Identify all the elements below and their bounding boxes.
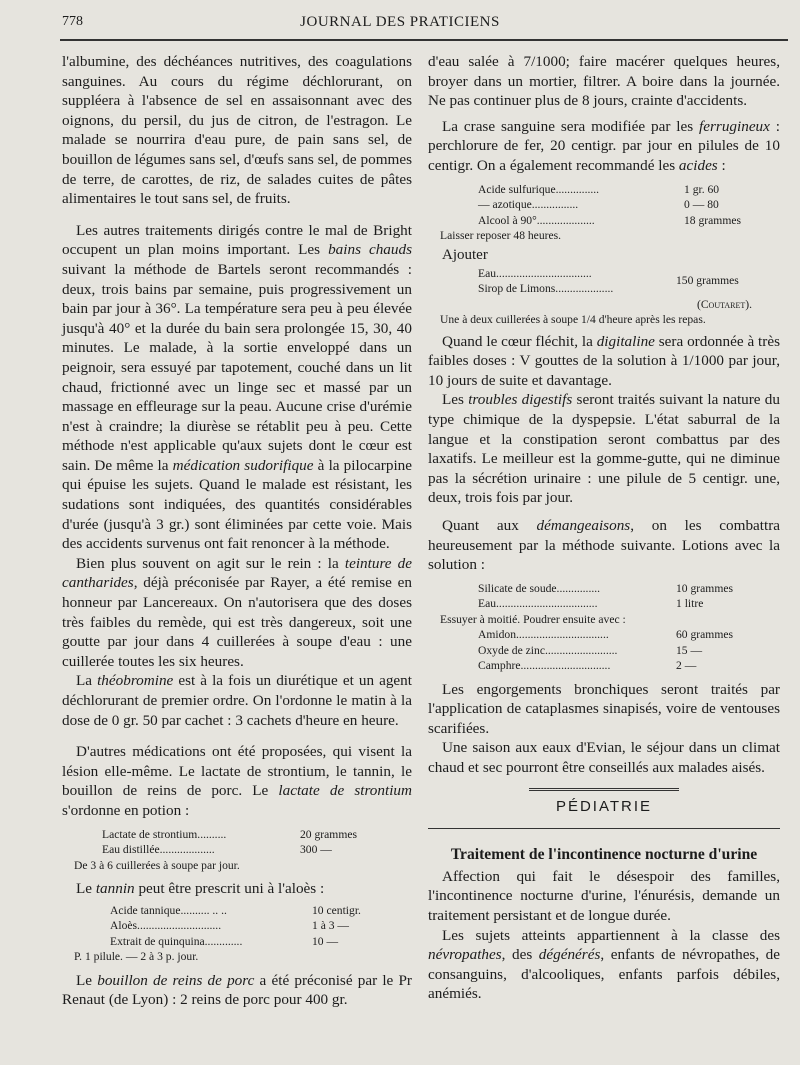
paragraph: Une saison aux eaux d'Evian, le séjour dans un climat chaud et sec pourront être conseillés aux malades aisés. (428, 739, 780, 777)
paragraph: Bien plus souvent on agit sur le rein : la teinture de cantharides, déjà préconisée par Rayer, a été remise en honneur par Lancereaux. On n'autorisera que des doses très faibles du remède, qui est très dangereux, soit une goutte par jour dans 4 cuillerées à soupe d'eau : une cuillerée toutes les six heures. (62, 554, 413, 670)
prescription-note: De 3 à 6 cuillerées à soupe par jour. (74, 858, 240, 872)
paragraph: Les sujets atteints appartiennent à la classe des névropathes, des dégénérés, enfants de névropathes, de consanguins, d'alcooliques, enfants parfois débiles, anémiés. (428, 926, 781, 1003)
prescription-note: P. 1 pilule. — 2 à 3 p. jour. (74, 950, 199, 964)
prescription-row: Eau................................... 1 litre (478, 597, 704, 611)
paragraph: Les troubles digestifs seront traités suivant la nature du type chimique de la dyspepsie. L'état saburral de la langue et la constipation seront combattus par des laxatifs. Le meilleur est la gomme-gutte, qui ne diminue pas la sécrétion urinaire : une pilule de 5 centigr. une, deux, trois fois par jour. (428, 391, 780, 507)
prescription-row: Extrait de quinquina............. 10 — (110, 934, 339, 948)
prescription-row: Alcool à 90°.................... 18 grammes (478, 213, 741, 227)
page-number: 778 (62, 14, 83, 29)
paragraph: La crase sanguine sera modifiée par les ferrugineux : perchlorure de fer, 20 centigr. par jour en pilules de 10 centigr. On a également recommandé les acides : (428, 117, 780, 174)
left-column (62, 52, 412, 1010)
prescription-row: Aloès............................. 1 à 3 — (110, 919, 350, 933)
prescription-powder (478, 627, 733, 674)
prescription-limons (478, 266, 739, 297)
prescription-author: (Coutaret). (696, 297, 752, 311)
page-header (0, 8, 800, 38)
paragraph: l'albumine, des déchéances nutritives, des coagulations sanguines. Au cours du régime déchlorurant, on suppléera à l'absence de sel en assaisonnant avec des oignons, du persil, du jus de citron, de l'estragon. Le malade se nourrira d'eau pure, de pain sans sel, de bouillon de légumes sans sel, d'œufs sans sel, de pommes de terre, de carottes, de riz, de salades cuites de pâtes alimentaires le tout sans sel, de fruits. (62, 53, 412, 208)
prescription-row: Amidon................................ 60 grammes (478, 628, 733, 642)
prescription-row: Oxyde de zinc......................... 15 — (478, 643, 703, 657)
prescription-row: Silicate de soude............... 10 grammes (478, 581, 733, 595)
prescription-row: Eau distillée................... 300 — (102, 843, 332, 857)
prescription-row: Lactate de strontium.......... 20 grammes (102, 827, 357, 841)
prescription-acids (478, 182, 741, 229)
section-title: PÉDIATRIE (555, 797, 653, 815)
paragraph: Quand le cœur fléchit, la digitaline sera ordonnée à très faibles doses : V gouttes de la solution à 1/1000 par jour, 10 jours de suite et davantage. (428, 332, 780, 389)
prescription-note: Une à deux cuillerées à soupe 1/4 d'heure après les repas. (440, 313, 706, 327)
prescription-silicate (478, 581, 733, 612)
paragraph: Affection qui fait le désespoir des familles, l'incontinence nocturne d'urine, l'énurésis, demande un traitement persistant et de longue durée. (428, 867, 780, 925)
ajouter-label: Ajouter (442, 246, 488, 263)
section-underline (428, 828, 780, 829)
paragraph: D'autres médications ont été proposées, qui visent la lésion elle-même. Le lactate de strontium, le tannin, le bouillon de reins de porc. Le lactate de strontium s'ordonne en potion : (62, 743, 412, 819)
prescription-row: Acide tannique.......... .. .. 10 centigr. (110, 903, 361, 917)
prescription-strontium (102, 827, 357, 858)
paragraph: Le bouillon de reins de porc a été préconisé par le Pr Renaut (de Lyon) : 2 reins de porc pour 400 gr. (62, 971, 412, 1009)
article-title: Traitement de l'incontinence nocturne d'urine (450, 846, 758, 864)
prescription-row: Camphre............................... 2 — (478, 659, 697, 673)
prescription-row: Eau................................. 150 grammes (478, 266, 739, 288)
section-rule (529, 788, 679, 791)
prescription-row: — azotique................ 0 — 80 (478, 198, 719, 212)
paragraph: Le tannin peut être prescrit uni à l'aloès : (76, 880, 325, 898)
prescription-note: Laisser reposer 48 heures. (440, 229, 562, 243)
paragraph: Les autres traitements dirigés contre le mal de Bright occupent un plan moins important. Les bains chauds suivant la méthode de Bartels seront recommandés : deux, trois bains par semaine, puis progressivement un bain par jour à 36°. La température sera peu à peu élevée jusqu'à 40° et la durée du bain sera prolongée 15, 30, 40 minutes. Le malade, à la sortie enveloppé dans un peignoir, sera essuyé par tapotement, couché dans un lit chaud, frictionné avec un linge sec et massé par un massage en effleurage sur la peau. Aucune crise d'urémie n'est à craindre; la diurèse se rétablit peu à peu. Cette méthode n'est applicable qu'aux sujets dont le cœur est sain. De même la médication sudorifique à la pilocarpine qui épuise les sujets. Quand le malade est résistant, les sudations sont indiquées, des quantités considérables d'urée (jusqu'à 3 gr.) sont éliminées par cette voie. Mais des accidents survenus ont fait renoncer à la méthode. (62, 221, 412, 553)
prescription-tannin (110, 903, 361, 950)
paragraph: La théobromine est à la fois un diurétique et un agent déchlorurant de premier ordre. On l'ordonne le matin à la dose de 0 gr. 50 par cachet : 3 cachets d'heure en heure. (62, 672, 412, 729)
running-title: JOURNAL DES PRATICIENS (300, 14, 500, 30)
paragraph: Les engorgements bronchiques seront traités par l'application de cataplasmes sinapisés, voire de ventouses scarifiées. (428, 680, 780, 737)
right-column (428, 52, 780, 1004)
paragraph: Quant aux démangeaisons, on les combattra heureusement par la méthode suivante. Lotions avec la solution : (428, 516, 781, 574)
prescription-row: Sirop de Limons.................... (478, 282, 614, 296)
prescription-note: Essuyer à moitié. Poudrer ensuite avec : (440, 612, 626, 626)
header-rule (60, 39, 788, 41)
prescription-row: Acide sulfurique............... 1 gr. 60 (478, 182, 720, 196)
paragraph: d'eau salée à 7/1000; faire macérer quelques heures, broyer dans un mortier, filtrer. A boire dans la journée. Ne pas continuer plus de 8 jours, crainte d'accidents. (428, 53, 780, 110)
